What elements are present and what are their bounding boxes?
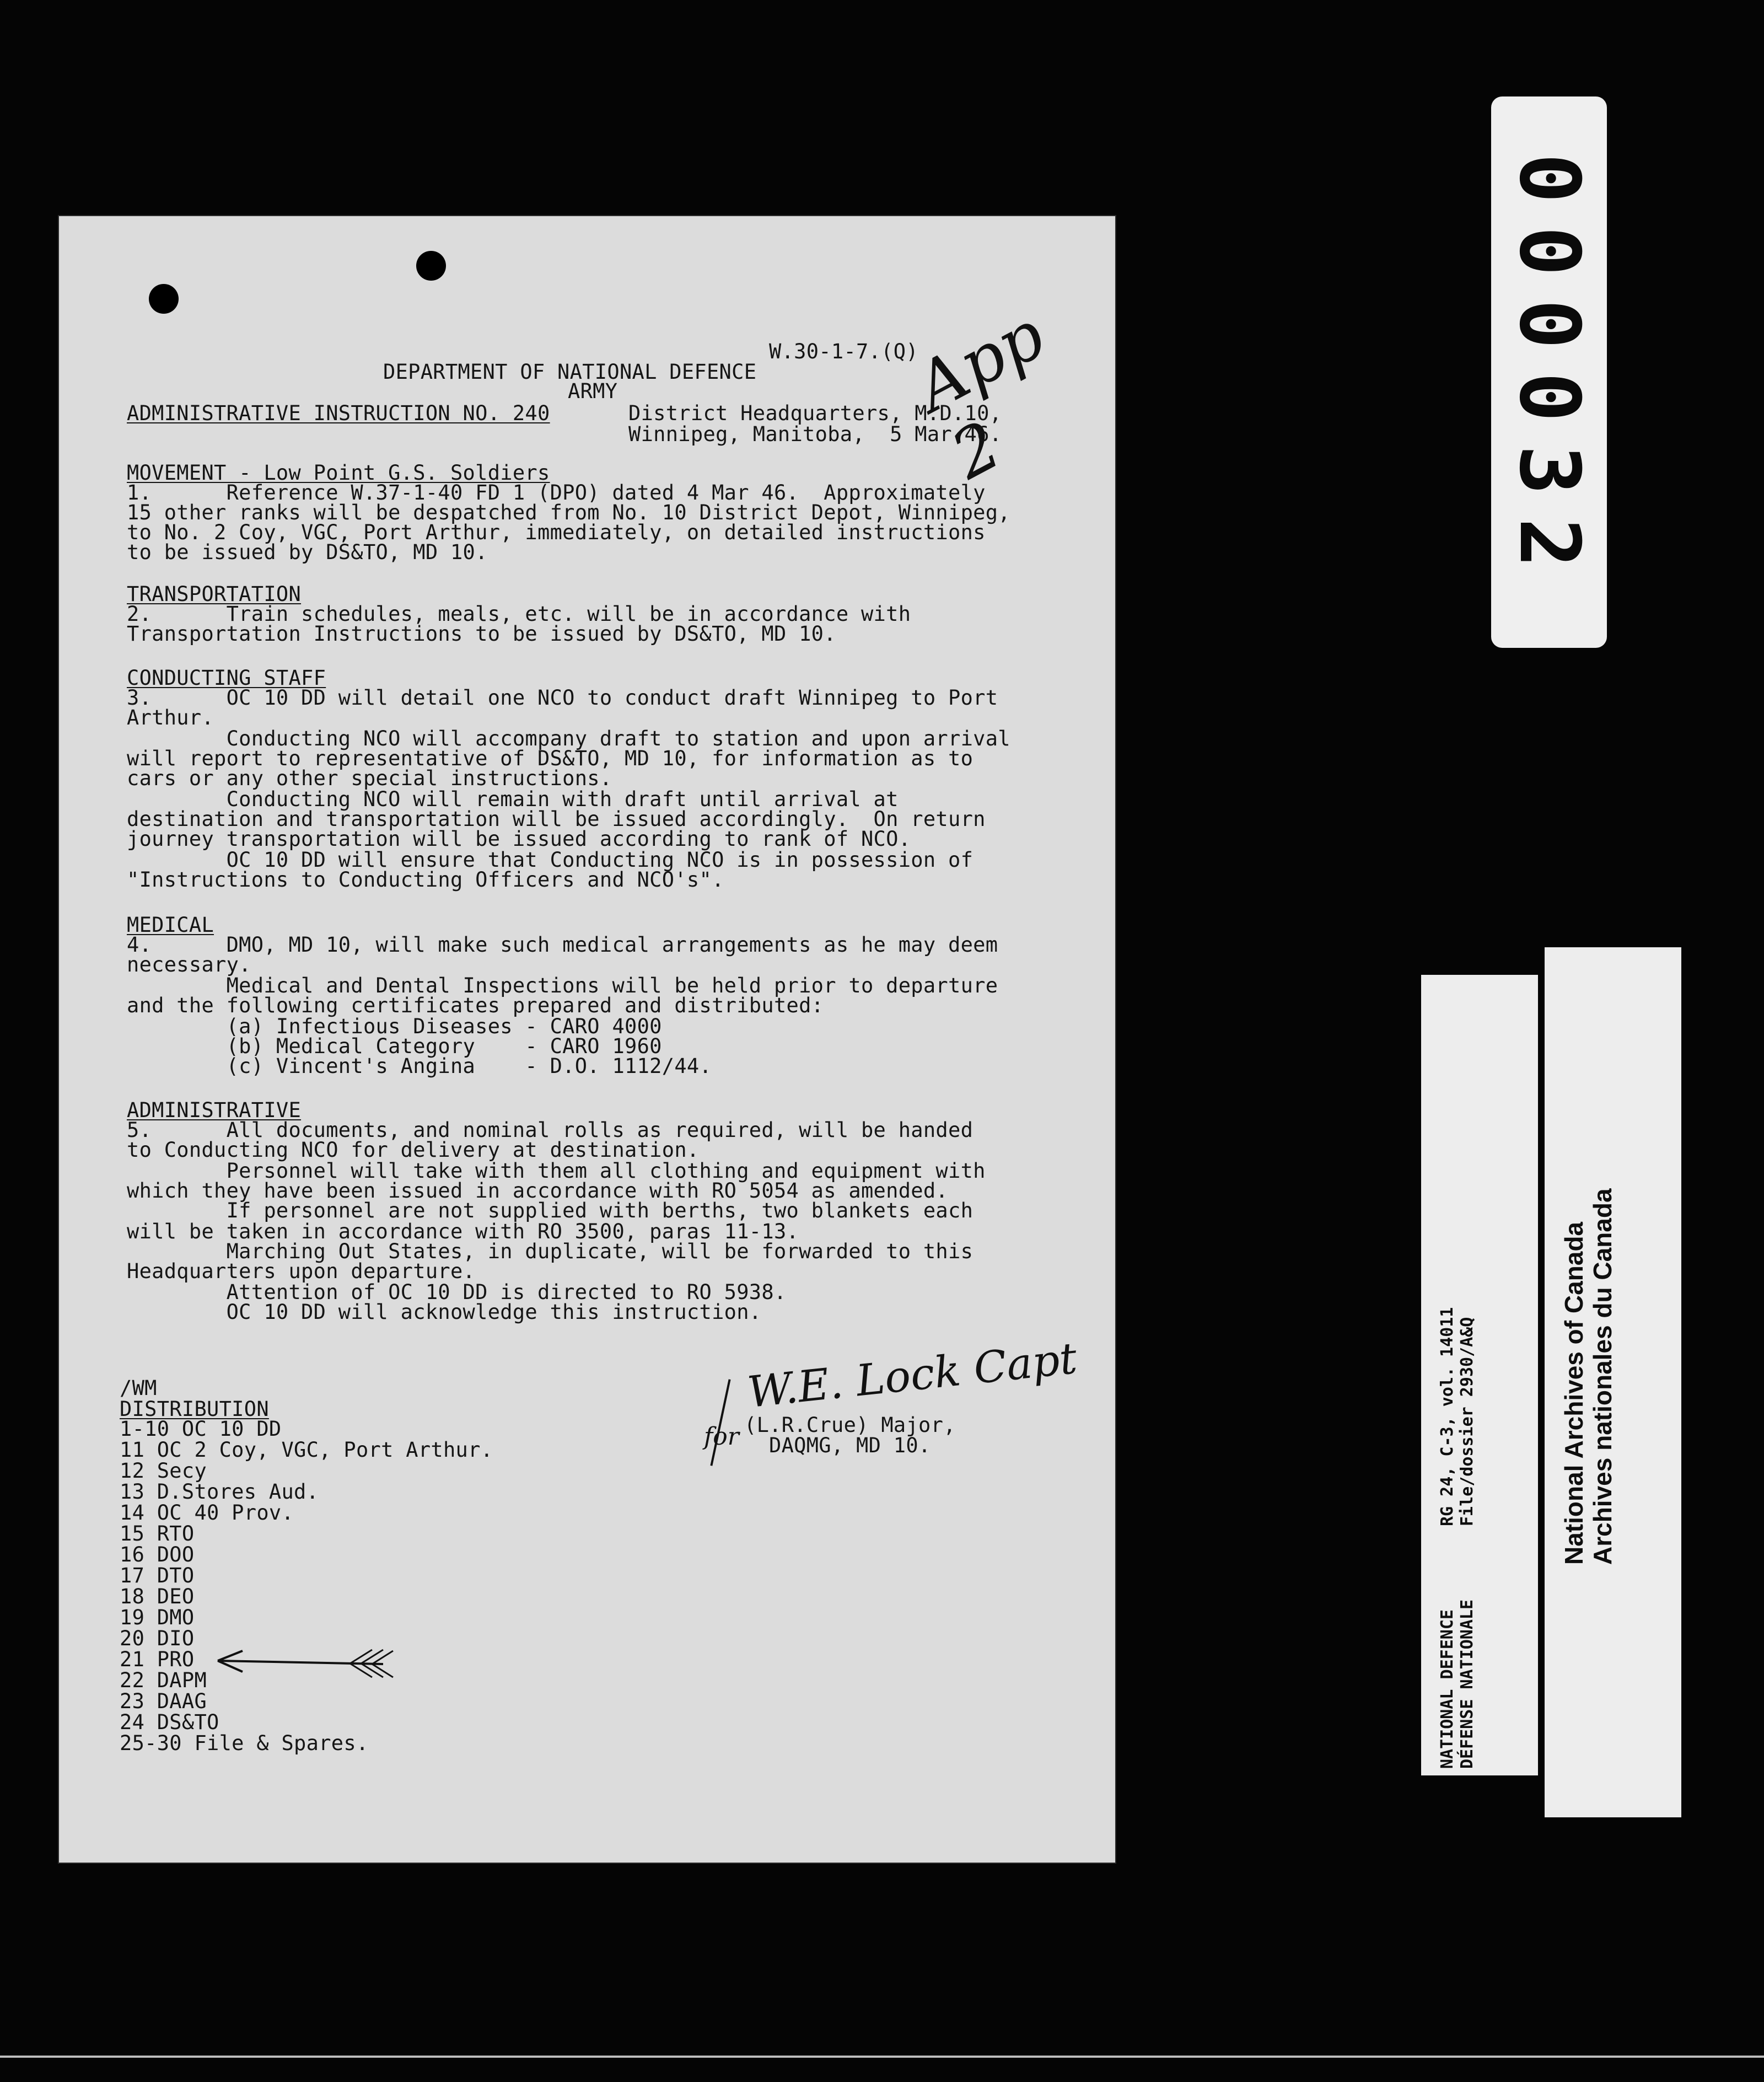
administrative-line: will be taken in accordance with RO 3500, paras 11-13. [127, 1220, 799, 1243]
conducting-line: Arthur. [127, 706, 214, 729]
signatory-title: DAQMG, MD 10. [769, 1434, 931, 1457]
distribution-item: 17 DTO [120, 1564, 195, 1587]
distribution-item: 18 DEO [120, 1585, 195, 1608]
punch-hole-left [149, 284, 179, 314]
movement-heading: MOVEMENT - Low Point G.S. Soldiers [127, 461, 550, 485]
conducting-line: OC 10 DD will ensure that Conducting NCO is in possession of [127, 848, 974, 872]
distribution-item: 21 PRO [120, 1648, 195, 1671]
movement-line: to be issued by DS&TO, MD 10. [127, 540, 488, 564]
administrative-line: 5. All documents, and nominal rolls as required, will be handed [127, 1118, 974, 1142]
medical-line: (c) Vincent's Angina - D.O. 1112/44. [127, 1054, 712, 1078]
conducting-line: journey transportation will be issued according to rank of NCO. [127, 827, 911, 851]
army-subtitle: ARMY [568, 379, 618, 403]
medical-line: 4. DMO, MD 10, will make such medical arrangements as he may deem [127, 933, 998, 957]
distribution-item: 20 DIO [120, 1627, 195, 1650]
transportation-line: Transportation Instructions to be issued by DS&TO, MD 10. [127, 622, 836, 646]
archives-ref-line-2: File/dossier 2930/A&Q [1458, 1317, 1477, 1526]
medical-heading: MEDICAL [127, 913, 214, 937]
administrative-line: If personnel are not supplied with berths, two blankets each [127, 1199, 974, 1222]
administrative-line: Personnel will take with them all clothing and equipment with [127, 1159, 986, 1183]
administrative-heading: ADMINISTRATIVE [127, 1098, 302, 1122]
conducting-line: 3. OC 10 DD will detail one NCO to conduct draft Winnipeg to Port [127, 686, 998, 710]
distribution-heading: DISTRIBUTION [120, 1397, 269, 1421]
movement-line: 1. Reference W.37-1-40 FD 1 (DPO) dated 4 Mar 46. Approximately [127, 481, 986, 505]
transportation-line: 2. Train schedules, meals, etc. will be in accordance with [127, 602, 911, 626]
medical-line: (a) Infectious Diseases - CARO 4000 [127, 1015, 662, 1038]
medical-line: Medical and Dental Inspections will be held prior to departure [127, 974, 998, 997]
microfilm-frame-number [1491, 96, 1607, 648]
medical-line: and the following certificates prepared and distributed: [127, 994, 824, 1017]
archives-dept-fr: DÉFENSE NATIONALE [1458, 1599, 1477, 1769]
document-page [58, 215, 1116, 1864]
medical-line: (b) Medical Category - CARO 1960 [127, 1034, 662, 1058]
file-reference: W.30-1-7.(Q) [769, 340, 918, 363]
archives-ref-line-1: RG 24, C-3, vol. 14011 [1438, 1307, 1457, 1526]
conducting-line: Conducting NCO will accompany draft to station and upon arrival [127, 727, 1010, 750]
distribution-item: 13 D.Stores Aud. [120, 1480, 319, 1504]
administrative-line: to Conducting NCO for delivery at destination. [127, 1138, 700, 1162]
conducting-line: destination and transportation will be issued accordingly. On return [127, 807, 986, 831]
national-archives-name-fr: Archives nationales du Canada [1588, 1188, 1617, 1565]
medical-line: necessary. [127, 953, 251, 976]
distribution-item: 16 DOO [120, 1543, 195, 1566]
conducting-staff-heading: CONDUCTING STAFF [127, 666, 326, 690]
instruction-number: ADMINISTRATIVE INSTRUCTION NO. 240 [127, 401, 550, 425]
handwritten-arrow-icon [212, 1644, 394, 1683]
transportation-heading: TRANSPORTATION [127, 582, 302, 606]
frame-number-text: 000032 [1501, 153, 1597, 591]
archives-reference-card [1421, 975, 1538, 1775]
conducting-line: cars or any other special instructions. [127, 766, 612, 790]
administrative-line: Headquarters upon departure. [127, 1259, 476, 1283]
punch-hole-center [416, 251, 446, 281]
conducting-line: will report to representative of DS&TO, MD 10, for information as to [127, 747, 974, 770]
hq-line-1: District Headquarters, M.D.10, [628, 401, 1002, 425]
distribution-item: 22 DAPM [120, 1668, 207, 1692]
administrative-line: Attention of OC 10 DD is directed to RO 5938. [127, 1280, 787, 1304]
conducting-line: "Instructions to Conducting Officers and NCO's". [127, 868, 724, 892]
movement-line: 15 other ranks will be despatched from No. 10 District Depot, Winnipeg, [127, 501, 1010, 524]
archives-dept-en: NATIONAL DEFENCE [1438, 1609, 1457, 1769]
distribution-item: 1-10 OC 10 DD [120, 1417, 282, 1441]
distribution-item: 19 DMO [120, 1606, 195, 1629]
movement-line: to No. 2 Coy, VGC, Port Arthur, immediately, on detailed instructions [127, 520, 986, 544]
signatory-name: (L.R.Crue) Major, [744, 1413, 956, 1437]
handwritten-signature: W.E. Lock Capt [745, 1333, 1079, 1418]
distribution-item: 12 Secy [120, 1459, 207, 1483]
administrative-line: OC 10 DD will acknowledge this instruction. [127, 1300, 762, 1324]
distribution-item: 24 DS&TO [120, 1710, 219, 1734]
signature-for-mark: for [704, 1423, 739, 1451]
conducting-line: Conducting NCO will remain with draft until arrival at [127, 787, 899, 811]
department-title: DEPARTMENT OF NATIONAL DEFENCE [383, 360, 757, 384]
hq-line-2: Winnipeg, Manitoba, 5 Mar 46. [628, 422, 1002, 446]
distribution-item: 15 RTO [120, 1522, 195, 1546]
administrative-line: which they have been issued in accordance with RO 5054 as amended. [127, 1179, 949, 1203]
typist-initials: /WM [120, 1376, 157, 1400]
film-edge-line [0, 2056, 1764, 2058]
distribution-item: 25-30 File & Spares. [120, 1731, 369, 1755]
distribution-item: 23 DAAG [120, 1689, 207, 1713]
national-archives-card [1545, 947, 1681, 1817]
distribution-item: 14 OC 40 Prov. [120, 1501, 294, 1525]
administrative-line: Marching Out States, in duplicate, will be forwarded to this [127, 1239, 974, 1263]
national-archives-name-en: National Archives of Canada [1559, 1221, 1588, 1565]
handwritten-annotation: App 2 [903, 297, 1057, 495]
distribution-item: 11 OC 2 Coy, VGC, Port Arthur. [120, 1438, 493, 1462]
